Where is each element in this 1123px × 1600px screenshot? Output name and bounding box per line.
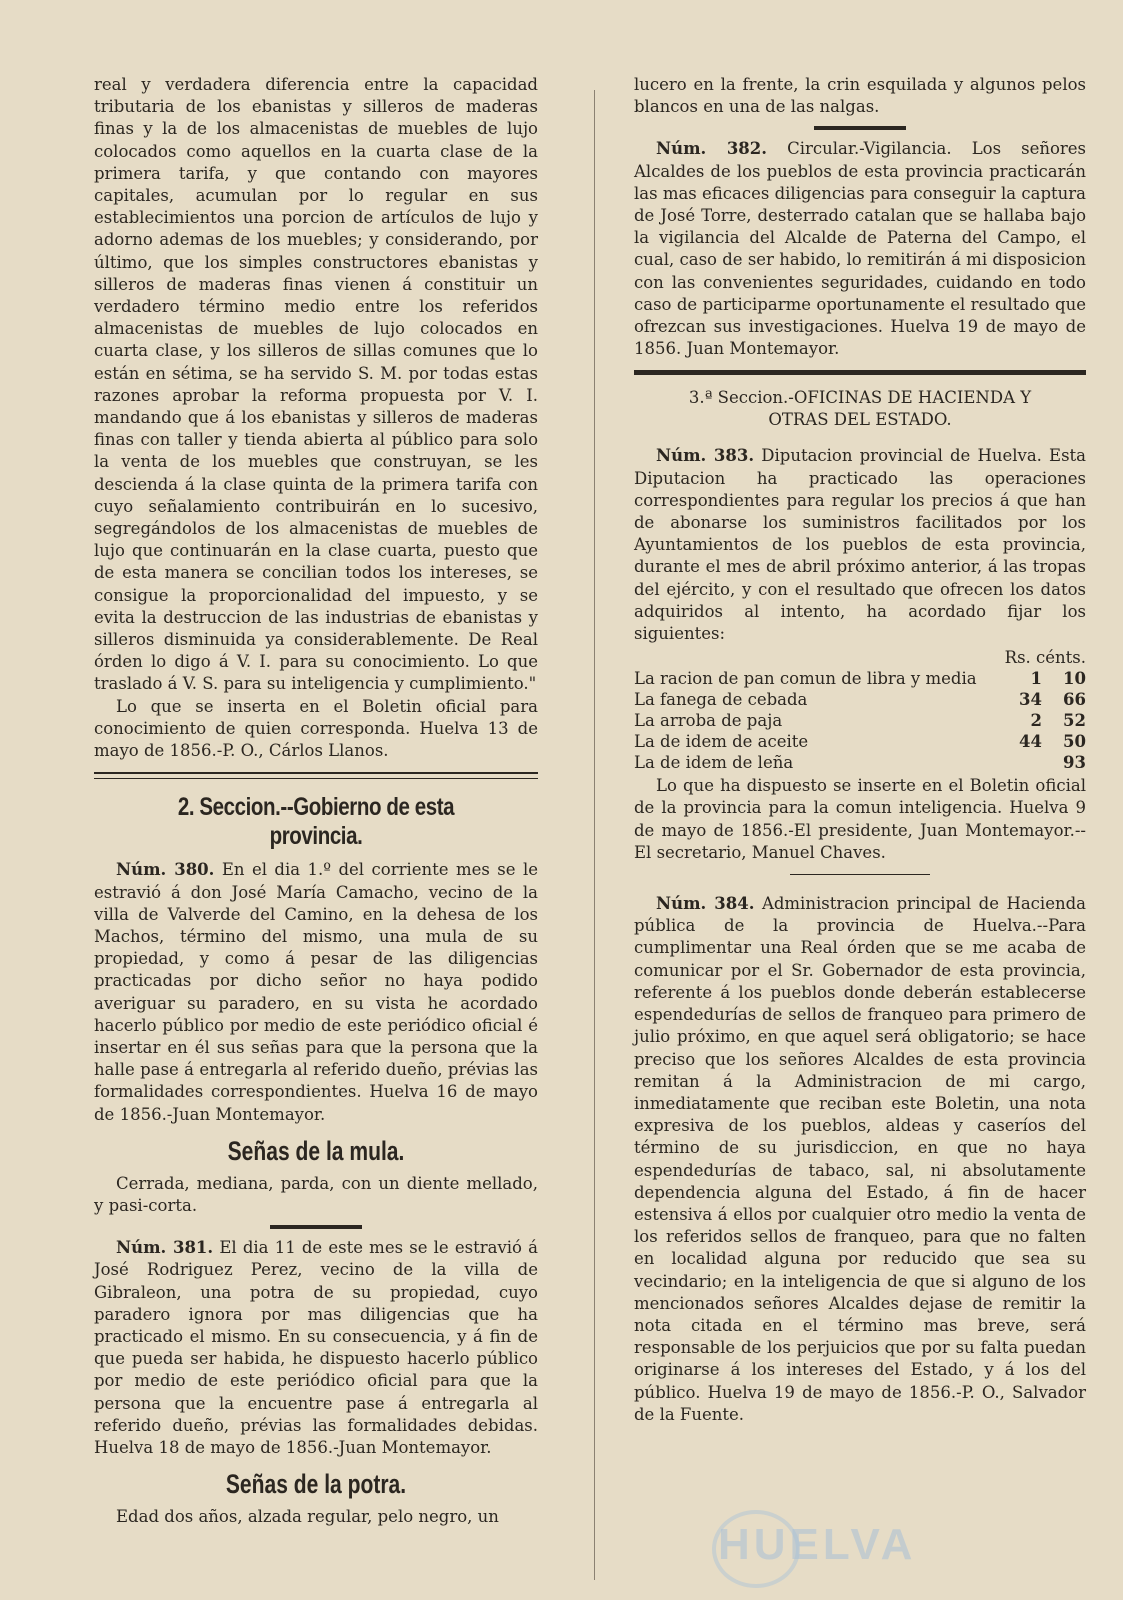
notice-383 bbox=[634, 445, 1086, 645]
price-item: La racion de pan comun de libra y media bbox=[634, 669, 977, 689]
right-column bbox=[634, 74, 1086, 1426]
price-centimos: 66 bbox=[1063, 690, 1086, 710]
short-divider bbox=[814, 126, 906, 130]
notice-text: Circular.-Vigilancia. Los señores Alcaldes de los pueblos de esta provincia practicarán las mas eficaces diligencias para conseguir la captura de José Torre, desterrado catalan que se hallaba bajo la vigilancia del Alcalde de Paterna del Campo, el cual, caso de ser habido, lo remitirán á mi disposicion con las convenientes seguridades, cuidando en todo caso de participarme oportunamente el resultado que ofrezcan sus investigaciones. Huelva 19 de mayo de 1856. Juan Montemayor. bbox=[634, 139, 1087, 359]
price-row bbox=[634, 689, 1086, 710]
price-reales: 34 bbox=[1019, 690, 1042, 710]
text-paragraph: real y verdadera diferencia entre la capacidad tributaria de los ebanistas y silleros de maderas finas y la de los almacenistas de muebles de lujo colocados como aquellos en la cuarta clase de la primera tarifa, y que contando con mayores capitales, acumulan por lo regular en sus establecimientos una porcion de artículos de lujo y adorno ademas de los muebles; y considerando, por último, que los simples constructores ebanistas y silleros de maderas finas vienen á constituir un verdadero término medio entre los referidos almacenistas de muebles de lujo colocados en cuarta clase, y los silleros de sillas comunes que lo están en sétima, se ha servido S. M. por todas estas razones aprobar la reforma propuesta por V. I. mandando que á los ebanistas y silleros de maderas finas con taller y tienda abierta al público para solo la venta de los muebles que construyan, se les descienda á la clase quinta de la primera tarifa con cuyo señalamiento contribuirán en lo sucesivo, segregándolos de los almacenistas de muebles de lujo que continuarán en la clase cuarta, puesto que de esta manera se concilian todos los intereses, se consigue la proporcionalidad del impuesto, y se evita la destruccion de las industrias de ebanistas y silleros disminuida ya considerablemente. De Real órden lo digo á V. I. para su conocimiento. Lo que traslado á V. S. para su inteligencia y cumplimiento." bbox=[94, 75, 538, 694]
section-heading bbox=[634, 387, 1086, 431]
notice-text: Administracion principal de Hacienda pública de la provincia de Huelva.--Para cumplimentar una Real órden que se me acaba de comunicar por el Sr. Gobernador de esta provincia, referente á los pueblos donde deberán establecerse espendedurías de sellos de franqueo para primero de julio próximo, en que aquel será obligatorio; se hace preciso que los señores Alcaldes de esta provincia remitan á la Administracion de mi cargo, inmediatamente que reciban este Boletin, una nota expresiva de los pueblos, aldeas y caseríos del término de su jurisdiccion, en que no haya espendedurías de tabaco, sal, ni absolutamente dependencia alguna del Estado, á fin de hacer estensiva á ellos por cualquier otro medio la venta de los referidos sellos de franqueo, para que no falten en localidad alguna por reducido que sea su vecindario; en la inteligencia de que si alguno de los mencionados señores Alcaldes dejase de remitir la nota citada en el término mas breve, será responsable de los perjuicios que por su falta puedan originarse á los intereses del Estado, y á los del público. Huelva 19 de mayo de 1856.-P. O., Salvador de la Fuente. bbox=[634, 894, 1086, 1424]
price-row bbox=[634, 668, 1086, 689]
section-divider bbox=[634, 370, 1086, 375]
price-item: La de idem de leña bbox=[634, 753, 794, 773]
section-divider bbox=[94, 772, 538, 779]
subsection-heading: Señas de la mula. bbox=[227, 1135, 405, 1166]
price-centimos: 52 bbox=[1063, 711, 1086, 731]
archive-watermark: HUELVA bbox=[718, 1520, 917, 1569]
price-item: La arroba de paja bbox=[634, 711, 783, 731]
notice-number: Núm. 383. bbox=[656, 446, 755, 466]
column-divider bbox=[594, 90, 595, 1580]
price-item: La fanega de cebada bbox=[634, 690, 808, 710]
section-heading: 2. Seccion.--Gobierno de esta provincia. bbox=[177, 793, 455, 851]
text-paragraph: lucero en la frente, la crin esquilada y algunos pelos blancos en una de las nalgas. bbox=[634, 75, 1086, 117]
text-paragraph: Edad dos años, alzada regular, pelo negro, un bbox=[116, 1507, 499, 1527]
price-header: Rs. cénts. bbox=[1004, 648, 1086, 668]
notice-number: Núm. 382. bbox=[656, 139, 768, 159]
section-heading-line: OTRAS DEL ESTADO. bbox=[768, 410, 952, 430]
price-row bbox=[634, 752, 1086, 773]
price-centimos: 93 bbox=[1063, 753, 1086, 773]
price-row bbox=[634, 710, 1086, 731]
text-paragraph: Lo que ha dispuesto se inserte en el Boletin oficial de la provincia para la comun inteligencia. Huelva 9 de mayo de 1856.-El presidente, Juan Montemayor.--El secretario, Manuel Chaves. bbox=[634, 776, 1086, 862]
price-item: La de idem de aceite bbox=[634, 732, 809, 752]
price-table bbox=[634, 647, 1086, 773]
price-reales: 2 bbox=[1030, 711, 1042, 731]
section-heading-line: 3.ª Seccion.-OFICINAS DE HACIENDA Y bbox=[688, 388, 1032, 408]
price-reales bbox=[992, 752, 1042, 773]
price-centimos: 10 bbox=[1063, 669, 1086, 689]
notice-text: En el dia 1.º del corriente mes se le estravió á don José María Camacho, vecino de la villa de Valverde del Camino, en la dehesa de los Machos, término del mismo, una mula de su propiedad, y como á pesar de las diligencias practicadas por dicho señor no haya podido averiguar su paradero, en su vista he acordado hacerlo público por medio de este periódico oficial é insertar en él sus señas para que la persona que la halle pase á entregarla al referido dueño, prévias las formalidades correspondientes. Huelva 16 de mayo de 1856.-Juan Montemayor. bbox=[94, 860, 538, 1124]
price-centimos: 50 bbox=[1063, 732, 1086, 752]
notice-380 bbox=[94, 859, 538, 1125]
price-row bbox=[634, 731, 1086, 752]
subsection-heading: Señas de la potra. bbox=[225, 1469, 407, 1500]
notice-381 bbox=[94, 1237, 538, 1459]
notice-number: Núm. 384. bbox=[656, 894, 755, 914]
left-column bbox=[94, 74, 538, 1528]
notice-number: Núm. 381. bbox=[116, 1238, 214, 1258]
text-paragraph: Lo que se inserta en el Boletin oficial para conocimiento de quien corresponda. Huelva 13 de mayo de 1856.-P. O., Cárlos Llanos. bbox=[94, 696, 538, 761]
price-reales: 44 bbox=[1019, 732, 1042, 752]
price-reales: 1 bbox=[1030, 669, 1042, 689]
price-table-header bbox=[634, 647, 1086, 668]
notice-text: Diputacion provincial de Huelva. Esta Diputacion ha practicado las operaciones correspondientes para regular los precios á que han de abonarse los suministros facilitados por los Ayuntamientos de los pueblos de esta provincia, durante el mes de abril próximo anterior, á las tropas del ejército, y con el resultado que ofrecen los datos adquiridos al intento, ha acordado fijar los siguientes: bbox=[634, 446, 1087, 644]
thin-divider bbox=[790, 874, 930, 875]
text-paragraph: Cerrada, mediana, parda, con un diente mellado, y pasi-corta. bbox=[94, 1173, 538, 1215]
notice-number: Núm. 380. bbox=[116, 860, 215, 880]
notice-382 bbox=[634, 138, 1086, 360]
short-divider bbox=[270, 1225, 362, 1229]
notice-384 bbox=[634, 893, 1086, 1426]
notice-text: El dia 11 de este mes se le estravió á José Rodriguez Perez, vecino de la villa de Gibraleon, una potra de su propiedad, cuyo paradero ignora por mas diligencias que ha practicado el mismo. En su consecuencia, y á fin de que pueda ser habida, he dispuesto hacerlo público por medio de este periódico oficial para que la persona que la encuentre pase á entregarla al referido dueño, prévias las formalidades debidas. Huelva 18 de mayo de 1856.-Juan Montemayor. bbox=[94, 1238, 539, 1457]
